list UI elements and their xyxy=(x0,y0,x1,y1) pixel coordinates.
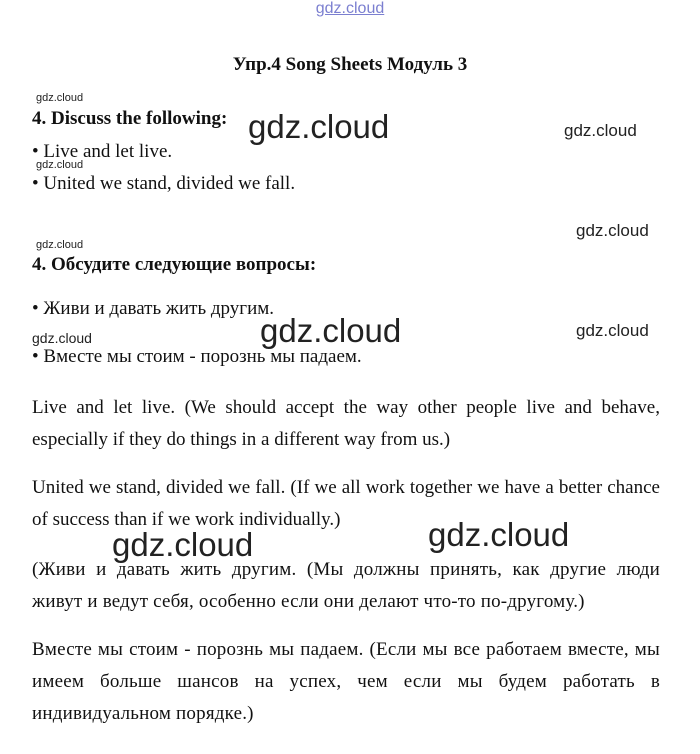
page-title: Упр.4 Song Sheets Модуль 3 xyxy=(232,54,468,75)
russian-bullet-1: • Живи и давать жить другим. xyxy=(32,298,275,319)
answer-english-1: Live and let live. (We should accept the way other people live and behave, especially if they do things in a different way from us.) xyxy=(32,397,660,450)
watermark: gdz.cloud xyxy=(576,221,649,240)
watermark: gdz.cloud xyxy=(36,92,84,104)
watermark: gdz.cloud xyxy=(564,121,637,140)
watermark: gdz.cloud xyxy=(36,159,84,171)
answer-russian-2: Вместе мы стоим - порознь мы падаем. (Если мы все работаем вместе, мы имеем больше шансов на успех, чем если мы будем работать в индивидуальном порядке.) xyxy=(32,639,660,724)
english-bullet-1: • Live and let live. xyxy=(32,141,173,162)
watermark: gdz.cloud xyxy=(248,108,390,145)
watermark: gdz.cloud xyxy=(112,526,254,563)
site-link[interactable]: gdz.cloud xyxy=(315,0,385,17)
watermark: gdz.cloud xyxy=(36,239,84,251)
answer-english-2: United we stand, divided we fall. (If we all work together we have a better chance of success than if we work individually.) xyxy=(32,477,660,530)
watermark: gdz.cloud xyxy=(260,312,402,349)
watermark: gdz.cloud xyxy=(428,516,570,553)
english-bullet-2: • United we stand, divided we fall. xyxy=(32,173,296,194)
english-heading: 4. Discuss the following: xyxy=(32,108,228,129)
russian-heading: 4. Обсудите следующие вопросы: xyxy=(32,254,317,275)
watermark: gdz.cloud xyxy=(576,321,649,340)
russian-bullet-2: • Вместе мы стоим - порознь мы падаем. xyxy=(32,346,362,367)
answer-russian-1: (Живи и давать жить другим. (Мы должны принять, как другие люди живут и ведут себя, особенно если они делают что-то по-другому.) xyxy=(32,559,660,612)
watermark: gdz.cloud xyxy=(32,330,92,346)
